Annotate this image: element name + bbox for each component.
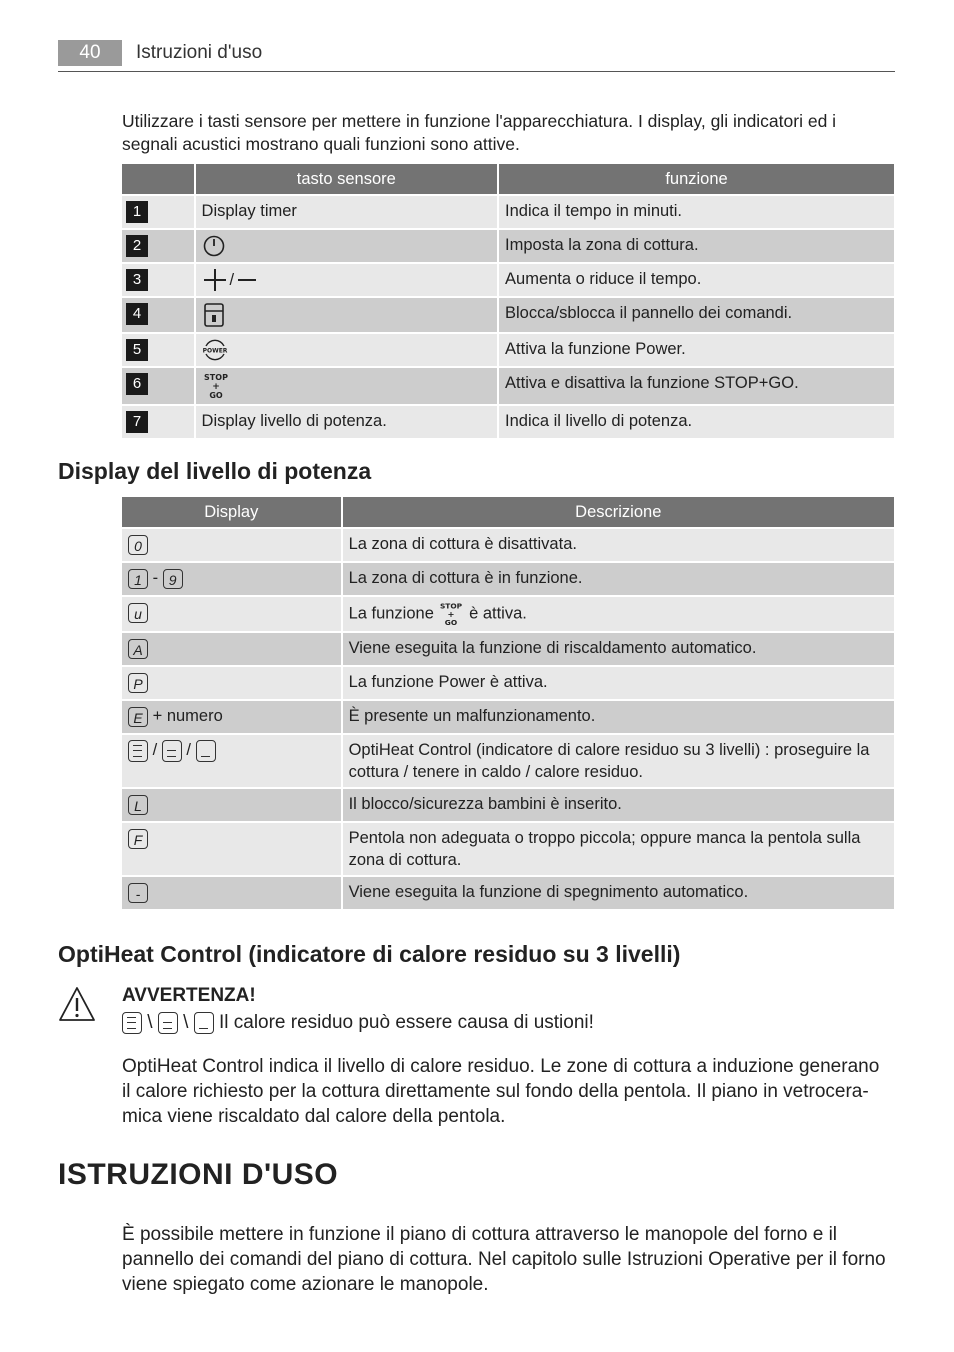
table-row [122,633,894,665]
svg-text:STOP: STOP [203,373,228,382]
description-cell: Pentola non adeguata o troppo piccola; oppure manca la pentola sulla zona di cottura. [343,823,894,875]
slash-separator: / [152,741,158,759]
svg-text:STOP: STOP [440,601,463,611]
segment-p-icon: P [128,673,148,693]
header-function: funzione [499,164,894,194]
plus-minus-separator: / [229,271,235,289]
stop-go-icon [438,601,464,627]
table-row [122,735,894,787]
row-number: 5 [126,339,148,361]
heat-level-1-icon [194,1012,214,1034]
table-row [122,597,894,631]
segment-dash-icon: - [128,883,148,903]
header-description: Descrizione [343,497,894,527]
optiheat-text: OptiHeat Control indica il livello di calore residuo. Le zone di cottura a induzione generano il calore richiesto per la cottura direttamente sul fondo della pentola. Il piano in vetrocera-mica viene riscaldato dal calore della pentola. [122,1056,880,1127]
minus-icon [236,268,258,292]
row-number: 7 [126,411,148,433]
table-row [122,789,894,821]
warning-separator: \ [183,1012,189,1033]
heat-level-2-icon [162,740,182,762]
heat-level-2-icon [158,1012,178,1034]
intro-text: Utilizzare i tasti sensore per mettere in funzione l'apparecchiatura. I display, gli indicatori ed i segnali acustici mostrano quali funzioni sono attive. [122,111,837,154]
svg-text:+: + [447,608,455,619]
function-cell: Aumenta o riduce il tempo. [499,264,894,296]
optiheat-heading: OptiHeat Control (indicatore di calore residuo su 3 livelli) [58,941,681,967]
stop-go-icon [202,372,230,400]
function-cell: Indica il tempo in minuti. [499,196,894,228]
table-row [122,877,894,909]
warning-text: Il calore residuo può essere causa di ustioni! [218,1012,594,1033]
row-number: 6 [126,373,148,395]
heat-level-3-icon [128,740,148,762]
table-row [122,529,894,561]
header-sensor: tasto sensore [196,164,497,194]
display-table-header [122,497,894,527]
table-row [122,667,894,699]
segment-l-icon: L [128,795,148,815]
table-row [122,230,894,262]
description-cell: Viene eseguita la funzione di spegnimento automatico. [343,877,894,909]
description-cell: La zona di cottura è in funzione. [343,563,894,595]
table-row [122,406,894,438]
description-cell: OptiHeat Control (indicatore di calore residuo su 3 livelli) : proseguire la cottura / tenere in caldo / calore residuo. [343,735,894,787]
power-onoff-icon [202,234,226,258]
table-row [122,563,894,595]
row-number: 4 [126,303,148,325]
row-number: 1 [126,201,148,223]
sensor-table-header [122,164,894,194]
segment-a-icon: A [128,639,148,659]
function-cell: Indica il livello di potenza. [499,406,894,438]
warning-title: AVVERTENZA! [122,985,256,1006]
table-row [122,196,894,228]
function-cell: Blocca/sblocca il pannello dei comandi. [499,298,894,332]
table-row [122,334,894,366]
description-cell: È presente un malfunzionamento. [343,701,894,733]
description-cell: La funzione Power è attiva. [343,667,894,699]
warning-icon [58,986,96,1022]
description-cell: La funzione [348,604,434,623]
segment-e-icon: E [128,707,148,727]
table-row [122,823,894,875]
plus-icon [202,268,228,292]
usage-heading: ISTRUZIONI D'USO [58,1158,339,1191]
table-row [122,264,894,296]
function-cell: Attiva e disattiva la funzione STOP+GO. [499,368,894,404]
segment-u-icon: u [128,603,148,623]
description-cell: Viene eseguita la funzione di riscaldamento automatico. [343,633,894,665]
warning-line [122,1010,594,1036]
segment-1-icon: 1 [128,569,148,589]
heat-level-1-icon [196,740,216,762]
page-number: 40 [58,40,122,66]
display-table [120,495,896,911]
usage-text: È possibile mettere in funzione il piano di cottura attraverso le manopole del forno e il pannello dei comandi del piano di cottura. Nel capitolo sulle Istruzioni Operative per il forno viene spiegato come azionare le manopole. [122,1224,886,1295]
sensor-cell: Display livello di potenza. [196,406,497,438]
heat-level-3-icon [122,1012,142,1034]
svg-text:GO: GO [208,391,223,400]
header-display: Display [122,497,341,527]
warning-separator: \ [147,1012,153,1033]
range-separator: - [152,569,159,587]
segment-9-icon: 9 [163,569,183,589]
header-title: Istruzioni d'uso [136,42,263,63]
sensor-cell: Display timer [196,196,497,228]
svg-text:POWER: POWER [202,347,227,355]
display-heading: Display del livello di potenza [58,458,372,484]
svg-text:+: + [211,382,220,392]
description-cell: Il blocco/sicurezza bambini è inserito. [343,789,894,821]
page-header [58,40,895,72]
slash-separator: / [186,741,191,759]
segment-0-icon: 0 [128,535,148,555]
svg-text:GO: GO [445,618,458,627]
segment-f-icon: F [128,829,148,849]
row-number: 3 [126,269,148,291]
function-cell: Attiva la funzione Power. [499,334,894,366]
e-suffix: + numero [152,707,223,725]
description-suffix: è attiva. [469,604,527,623]
sensor-table [120,162,896,440]
table-row [122,701,894,733]
power-boost-icon [202,338,228,362]
function-cell: Imposta la zona di cottura. [499,230,894,262]
description-cell: La zona di cottura è disattivata. [343,529,894,561]
row-number: 2 [126,235,148,257]
lock-icon [202,302,226,328]
table-row [122,298,894,332]
table-row [122,368,894,404]
